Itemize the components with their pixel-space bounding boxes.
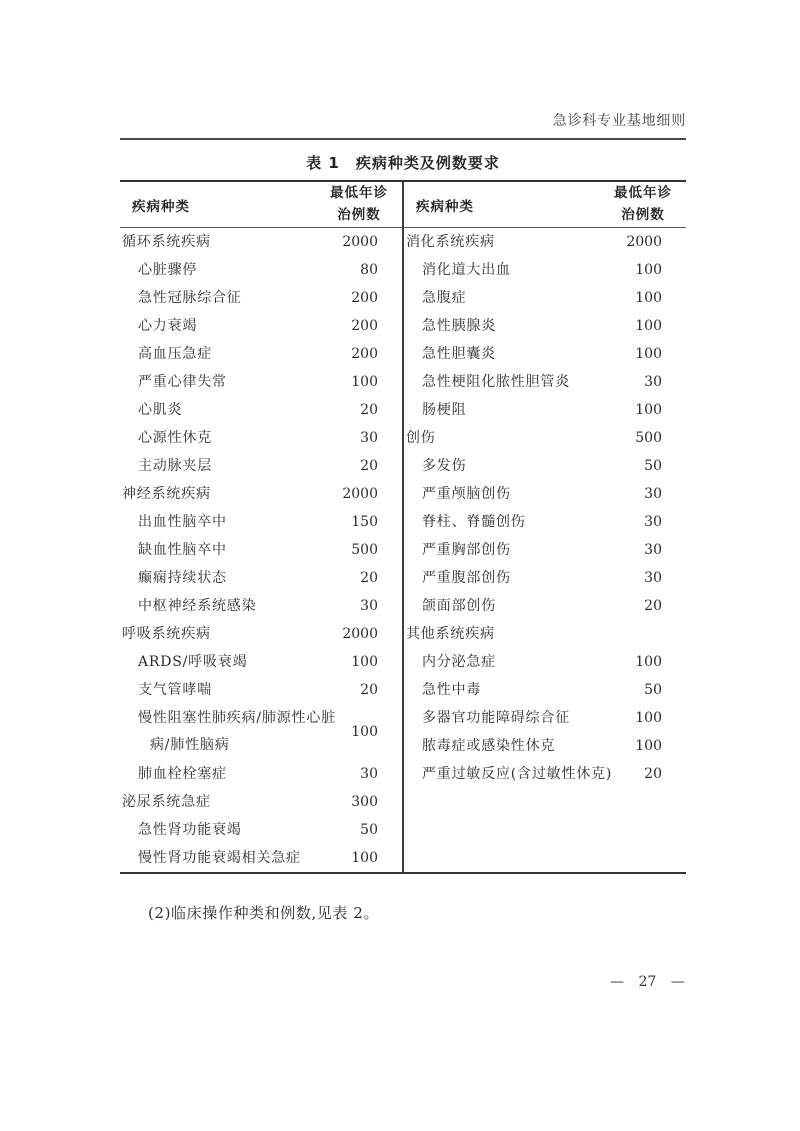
case-count: 100 <box>635 402 662 418</box>
disease-name: 严重过敏反应(含过敏性休克) <box>422 765 613 782</box>
table-row <box>404 284 686 312</box>
table-row <box>120 396 402 424</box>
case-count: 50 <box>644 458 662 474</box>
table-row <box>120 648 402 676</box>
table-right-half <box>402 182 686 872</box>
case-count: 20 <box>644 598 662 614</box>
disease-name: 癫痫持续状态 <box>138 569 227 586</box>
case-count: 100 <box>351 724 378 740</box>
case-count: 30 <box>360 766 378 782</box>
table-row <box>120 844 402 872</box>
disease-name: 主动脉夹层 <box>138 457 212 474</box>
disease-name: 严重颅脑创伤 <box>422 485 511 502</box>
table-row <box>404 256 686 284</box>
disease-name: 心肌炎 <box>138 401 183 418</box>
case-count: 100 <box>351 654 378 670</box>
table-row <box>404 480 686 508</box>
column-header-disease: 疾病种类 <box>416 198 474 215</box>
disease-name: 急性肾功能衰竭 <box>138 821 242 838</box>
case-count: 100 <box>635 738 662 754</box>
table-row <box>120 592 402 620</box>
disease-name: 创伤 <box>406 429 436 446</box>
case-count: 100 <box>635 710 662 726</box>
disease-name: 颌面部创伤 <box>422 597 496 614</box>
case-count: 2000 <box>342 486 378 502</box>
page-number: — 27 — <box>610 974 685 990</box>
table-title: 表 1 疾病种类及例数要求 <box>306 154 500 172</box>
table-row <box>404 312 686 340</box>
disease-name: 急性梗阻化脓性胆管炎 <box>422 373 570 390</box>
disease-name: 循环系统疾病 <box>122 233 211 250</box>
case-count: 20 <box>360 682 378 698</box>
table-row <box>120 452 402 480</box>
case-count: 100 <box>351 374 378 390</box>
disease-name: 消化道大出血 <box>422 261 511 278</box>
case-count: 2000 <box>342 626 378 642</box>
case-count: 30 <box>360 430 378 446</box>
disease-name: 泌尿系统急症 <box>122 793 211 810</box>
table-row <box>404 648 686 676</box>
case-count: 30 <box>644 374 662 390</box>
disease-name: 严重腹部创伤 <box>422 569 511 586</box>
case-count: 30 <box>644 486 662 502</box>
table-row <box>404 368 686 396</box>
table-row <box>120 480 402 508</box>
table-row <box>120 620 402 648</box>
disease-name: 慢性阻塞性肺疾病/肺源性心脏 病/肺性脑病 <box>138 710 336 753</box>
case-count: 100 <box>635 654 662 670</box>
column-header-disease: 疾病种类 <box>132 198 190 215</box>
disease-name: 神经系统疾病 <box>122 485 211 502</box>
case-count: 80 <box>360 262 378 278</box>
case-count: 100 <box>351 850 378 866</box>
case-count: 30 <box>360 598 378 614</box>
table-body-left <box>120 228 402 872</box>
disease-name: 急性胰腺炎 <box>422 317 496 334</box>
case-count: 20 <box>360 570 378 586</box>
table-row <box>120 228 402 256</box>
case-count: 200 <box>351 346 378 362</box>
table-row <box>404 424 686 452</box>
table-row <box>404 452 686 480</box>
disease-name: 支气管哮喘 <box>138 681 212 698</box>
case-count: 200 <box>351 290 378 306</box>
table-row <box>404 676 686 704</box>
case-count: 2000 <box>342 234 378 250</box>
disease-name: 消化系统疾病 <box>406 233 495 250</box>
table-row <box>404 508 686 536</box>
disease-name: 慢性肾功能衰竭相关急症 <box>138 849 301 866</box>
disease-name: ARDS/呼吸衰竭 <box>138 653 248 670</box>
table-row <box>404 536 686 564</box>
case-count: 500 <box>635 430 662 446</box>
table-row <box>120 284 402 312</box>
disease-name: 肺血栓栓塞症 <box>138 765 227 782</box>
case-count: 200 <box>351 318 378 334</box>
table-row <box>120 564 402 592</box>
disease-name: 心源性休克 <box>138 429 212 446</box>
disease-name: 肠梗阻 <box>422 401 467 418</box>
disease-name: 严重胸部创伤 <box>422 541 511 558</box>
table-row <box>404 592 686 620</box>
case-count: 30 <box>644 514 662 530</box>
case-count: 30 <box>644 542 662 558</box>
running-header: 急诊科专业基地细则 <box>552 113 686 129</box>
case-count: 20 <box>360 402 378 418</box>
table-row <box>120 256 402 284</box>
disease-name: 急腹症 <box>422 289 467 306</box>
table-body-right <box>404 228 686 788</box>
table-row <box>120 424 402 452</box>
table-left-half <box>120 182 402 872</box>
table-row <box>404 396 686 424</box>
case-count: 500 <box>351 542 378 558</box>
case-count: 30 <box>644 570 662 586</box>
disease-name: 急性胆囊炎 <box>422 345 496 362</box>
table-row <box>404 760 686 788</box>
body-paragraph: (2)临床操作种类和例数,见表 2。 <box>148 904 380 922</box>
case-count: 20 <box>360 458 378 474</box>
disease-name: 多器官功能障碍综合征 <box>422 709 570 726</box>
table-row <box>120 368 402 396</box>
disease-name: 心脏骤停 <box>138 261 198 278</box>
table-row <box>120 816 402 844</box>
column-header-min-cases: 最低年诊 治例数 <box>614 184 672 223</box>
disease-name: 其他系统疾病 <box>406 625 495 642</box>
disease-name: 急性冠脉综合征 <box>138 289 242 306</box>
case-count: 50 <box>360 822 378 838</box>
table-row <box>404 340 686 368</box>
header-rule <box>120 138 686 140</box>
case-count: 100 <box>635 290 662 306</box>
table-row <box>120 676 402 704</box>
table-row <box>404 564 686 592</box>
disease-table <box>120 180 686 874</box>
case-count: 150 <box>351 514 378 530</box>
table-row <box>120 704 402 760</box>
disease-name: 脓毒症或感染性休克 <box>422 737 556 754</box>
table-row <box>120 536 402 564</box>
table-row <box>120 312 402 340</box>
disease-name: 脊柱、脊髓创伤 <box>422 513 526 530</box>
disease-name: 心力衰竭 <box>138 317 198 334</box>
table-row <box>120 760 402 788</box>
case-count: 100 <box>635 318 662 334</box>
table-row <box>404 620 686 648</box>
table-header-right <box>404 182 686 228</box>
column-header-min-cases: 最低年诊 治例数 <box>330 184 388 223</box>
case-count: 20 <box>644 766 662 782</box>
table-row <box>120 788 402 816</box>
table-row <box>404 228 686 256</box>
case-count: 50 <box>644 682 662 698</box>
table-row <box>404 732 686 760</box>
disease-name: 严重心律失常 <box>138 373 227 390</box>
disease-name: 内分泌急症 <box>422 653 496 670</box>
disease-name: 急性中毒 <box>422 681 482 698</box>
table-header-left <box>120 182 402 228</box>
case-count: 100 <box>635 346 662 362</box>
disease-name: 多发伤 <box>422 457 467 474</box>
case-count: 300 <box>351 794 378 810</box>
disease-name: 中枢神经系统感染 <box>138 597 257 614</box>
table-row <box>120 340 402 368</box>
case-count: 100 <box>635 262 662 278</box>
table-row <box>404 704 686 732</box>
disease-name: 缺血性脑卒中 <box>138 541 227 558</box>
disease-name: 呼吸系统疾病 <box>122 625 211 642</box>
disease-name: 出血性脑卒中 <box>138 513 227 530</box>
case-count: 2000 <box>626 234 662 250</box>
table-row <box>120 508 402 536</box>
disease-name: 高血压急症 <box>138 345 212 362</box>
